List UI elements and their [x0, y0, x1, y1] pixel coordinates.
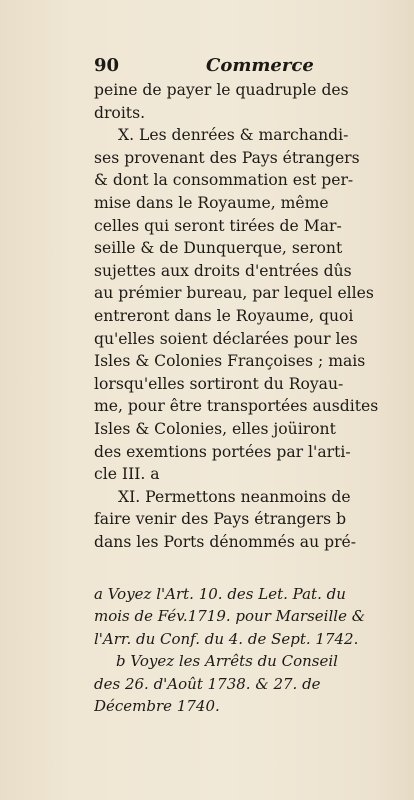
text-line: entreront dans le Royaume, quoi [94, 306, 354, 325]
footnote-b: b Voyez les Arrêts du Conseil [116, 652, 338, 671]
text-line: dans les Ports dénommés au pré- [94, 532, 357, 551]
article-xi-start: XI. Permettons neanmoins de [118, 487, 351, 506]
text-line: ses provenant des Pays étrangers [94, 148, 360, 167]
body-text [94, 79, 412, 553]
text-line: au prémier bureau, par lequel elles [94, 284, 374, 303]
footnote-line: l'Arr. du Conf. du 4. de Sept. 1742. [94, 629, 359, 648]
page-header [94, 55, 410, 77]
text-line: sujettes aux droits d'entrées dûs [94, 261, 352, 280]
footnotes [94, 583, 412, 717]
text-line: celles qui seront tirées de Mar- [94, 216, 342, 235]
text-line: mise dans le Royaume, même [94, 193, 329, 212]
text-line: qu'elles soient déclarées pour les [94, 329, 358, 348]
text-line: droits. [94, 103, 146, 122]
text-line: Isles & Colonies, elles joüiront [94, 419, 336, 438]
text-line: seille & de Dunquerque, seront [94, 239, 343, 258]
footnote-line: des 26. d'Août 1738. & 27. de [94, 674, 321, 693]
article-x-start: X. Les denrées & marchandi- [118, 126, 349, 145]
text-line: & dont la consommation est per- [94, 171, 354, 190]
text-line: peine de payer le quadruple des [94, 81, 349, 99]
text-line: me, pour être transportées ausdites [94, 397, 379, 416]
running-title: Commerce [206, 55, 314, 76]
footnote-line: Décembre 1740. [94, 696, 220, 715]
text-line: des exemtions portées par l'arti- [94, 442, 351, 461]
footnote-a: a Voyez l'Art. 10. des Let. Pat. du [94, 585, 346, 603]
footnote-line: mois de Fév.1719. pour Marseille & [94, 607, 366, 626]
text-line: lorsqu'elles sortiront du Royau- [94, 374, 344, 393]
text-line: Isles & Colonies Françoises ; mais [94, 352, 366, 371]
text-line: faire venir des Pays étrangers b [94, 510, 347, 529]
text-line: cle III. a [94, 465, 160, 484]
page-number: 90 [94, 55, 120, 76]
